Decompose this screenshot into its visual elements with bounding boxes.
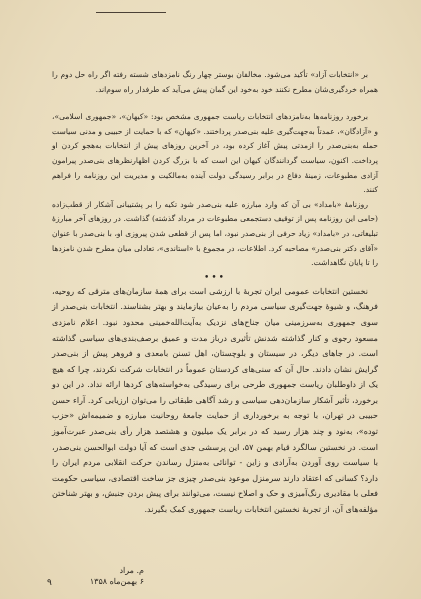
article-date: ۶ بهمن‌ماه ۱۳۵۸ bbox=[89, 577, 144, 586]
author-name: م. مراد bbox=[119, 566, 144, 575]
header-rule bbox=[96, 12, 166, 13]
article-paragraph: بر «انتخابات آزاد» تأکید می‌شود. مخالفان بوستر چهار رنگ نامزدهای شسته رفته اگر راه حل دوم را همراه خردگیری‌شان مطرح نکنند خود به‌خود این گمان پیش می‌آید که طرفدار راه سوم‌اند. bbox=[52, 70, 378, 94]
article-paragraph: برخورد روزنامه‌ها به‌نامزدهای انتخابات ریاست جمهوری مشخص بود: «کیهان»، «جمهوری اسلامی»، و «آزادگان»، عمدتاً به‌جهت‌گیری علیه بنی‌صدر پرداختند. «کیهان» که با حمایت از حبیبی و مدنی سیاست حمله به‌بنی‌صدر را ازمدتی پیش آغاز کرده بود، در آخرین روزهای پیش از انتخابات به‌هجو کردن او پرداخت. اکنون، سیاست گردانندگان کیهان این است که با بزرگ کردن اظهارنظرهای بنی‌صدر پیرامون آزادی مطبوعات، زمینهٔ دفاع در برابر رسیدگی دولت آینده به‌مالکیت و مدیریت این روزنامه را فراهم کنند. bbox=[52, 112, 378, 195]
article-body bbox=[52, 68, 378, 518]
paragraph-gap bbox=[52, 97, 378, 110]
article-paragraph: روزنامهٔ «بامداد» بی آن که وارد مبارزه علیه بنی‌صدر شود تکیه را بر پشتیبانی آشکار از قطب‌زاده (حامی این روزنامه پس از توقیف دستجمعی مطبوعات در مرداد گذشته) گذاشت. در روزهای آخر مبارزهٔ تبلیغاتی، در «بامداد» زیاد حرفی از بنی‌صدر نبود، اما پس از قطعی شدن پیروزی او، با بنی‌صدر با عنوان «آقای دکتر بنی‌صدر» مصاحبه کرد. اطلاعات، در مجموع با «استاندی»، تعادلی میان مطرح شدن نامزدها را تا پایان نگاهداشت. bbox=[52, 199, 378, 268]
section-separator: ••• bbox=[204, 272, 226, 283]
article-paragraph: نخستین انتخابات عمومی ایران تجربهٔ با ارزشی است برای همهٔ سازمان‌های مترقی که روحیه، فرهنگ، و شیوهٔ جهت‌گیری سیاسی مردم را به‌عیان بیازمایند و بهتر بشناسند. انتخابات بنی‌صدر از سوی جمهوری به‌سرزمینی میان جناح‌های نزدیک به‌آیت‌الله‌خمینی محدود نبود. اعلام نامزدی مسعود رجوی و کنار گذاشته شدنش تأثیری درباز مدت و عمیق برصف‌بندی‌های سیاسی گذاشته است. در جاهای دیگر، در سیستان و بلوچستان، اهل تسنن بامعدی و فروهر پیش از بنی‌صدر گرایش نشان دادند. حال آن که سنی‌های کردستان عموماً در انتخابات شرکت نکردند، چرا که هیچ یک از داوطلبان ریاست جمهوری طرحی برای رسیدگی به‌خواسته‌های کردها ارائه نداد. در این دو برخورد، تأثیر آشکار سازمان‌دهی سیاسی و رشد آگاهی طبقاتی را می‌توان ارزیابی کرد. آراء حسن حبیبی در تهران، با توجه به برخورداری از حمایت جامعهٔ روحانیت مبارزه و ضمیمه‌اش «حزب توده»، به‌نود و چند هزار رسید که در برابر یک میلیون و هشتصد هزار رأی بنی‌صدر عبرت‌آموز است. در نخستین سالگرد قیام بهمن ۵۷، این پرسشی جدی است که آیا دولت ابوالحسن بنی‌صدر، با سیاست روی آوردن به‌آرادی و زاین - توانائی به‌منزل رساندن حرکت انقلابی مردم ایران را دارد؟ کسانی که اعتقاد دارند سرمنزل موعود بنی‌صدر چیزی جز ساخت اقتصادی، سیاسی حکومت فعلی با مقادیری رنگ‌آمیزی و حک و اصلاح نیست، می‌توانند برای پیش بردن جنبش، و بهتر شناختن مؤلفه‌های آن، از تجربهٔ نخستین انتخابات ریاست جمهوری کمک بگیرند. bbox=[52, 285, 378, 515]
signature-block bbox=[64, 565, 144, 587]
page-number: ۹ bbox=[47, 578, 52, 588]
